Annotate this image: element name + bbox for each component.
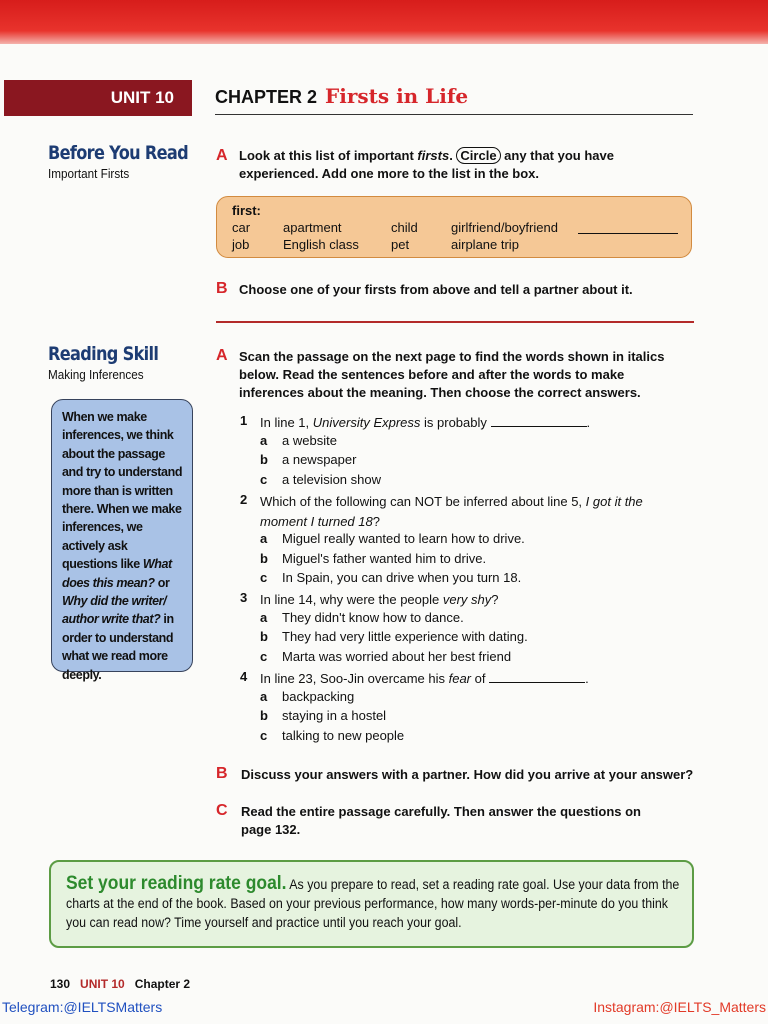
option-letter: b <box>260 708 268 723</box>
option-text[interactable]: Marta was worried about her best friend <box>282 649 512 664</box>
option-letter: b <box>260 629 268 644</box>
reading-a-instructions: Scan the passage on the next page to find the words shown in italics below. Read the sentences before and after the words to make inferences about the meaning. Then choose the correct answers. <box>239 349 665 400</box>
option-text[interactable]: a website <box>282 433 337 448</box>
option-letter: c <box>260 728 268 743</box>
reading-skill-subtitle: Making Inferences <box>48 367 144 382</box>
goal-text: As you prepare to read, set a reading rate goal. Use your data from the charts at the end of the book. Based on your previous performance, how many words-per-minute do you think you can read now? Time yourself and practice until you reach your goal. <box>66 877 680 930</box>
option-text[interactable]: Miguel's father wanted him to drive. <box>282 551 487 566</box>
option-text[interactable]: staying in a hostel <box>282 708 387 723</box>
question-2-text: Which of the following can NOT be inferred about line 5, I got it the moment I turned 18? <box>260 494 643 529</box>
option-letter: a <box>260 689 268 704</box>
first-item: job <box>232 237 250 252</box>
reading-skill-title: Reading Skill <box>48 343 159 365</box>
circle-word: Circle <box>456 147 500 164</box>
exercise-b-instructions: Choose one of your firsts from above and tell a partner about it. <box>239 282 633 297</box>
question-number: 3 <box>240 590 248 605</box>
option-text[interactable]: In Spain, you can drive when you turn 18. <box>282 570 522 585</box>
chapter-title: Firsts in Life <box>325 84 469 108</box>
top-color-band <box>0 0 768 44</box>
first-item: child <box>391 220 418 235</box>
option-text[interactable]: They had very little experience with dating. <box>282 629 528 644</box>
option-text[interactable]: backpacking <box>282 689 355 704</box>
option-letter: a <box>260 531 268 546</box>
goal-title: Set your reading rate goal. <box>66 873 287 894</box>
before-you-read-title: Before You Read <box>48 142 189 164</box>
chapter-label: CHAPTER 2 <box>215 87 318 107</box>
chapter-header <box>215 84 693 115</box>
question-number: 2 <box>240 492 248 507</box>
option-text[interactable]: a television show <box>282 472 381 487</box>
option-letter: a <box>260 433 268 448</box>
answer-blank[interactable] <box>491 426 587 427</box>
answer-blank[interactable] <box>489 682 585 683</box>
question-4-text: In line 23, Soo-Jin overcame his fear of . <box>260 671 589 686</box>
exercise-a-letter: A <box>216 147 228 164</box>
option-letter: c <box>260 472 268 487</box>
first-item: car <box>232 220 251 235</box>
blank-line[interactable] <box>578 219 678 234</box>
telegram-watermark[interactable]: Telegram:@IELTSMatters <box>2 999 163 1015</box>
reading-b-instructions: Discuss your answers with a partner. How did you arrive at your answer? <box>241 767 694 782</box>
instagram-watermark[interactable]: Instagram:@IELTS_Matters <box>593 999 766 1015</box>
question-number: 4 <box>240 669 248 684</box>
option-letter: a <box>260 610 268 625</box>
inference-tip-box: When we make inferences, we think about the passage and try to understand more than is written there. When we make inferences, we actively ask questions like What does this mean? or Why did the writer/ author write that? in order to understand what we read more deeply. <box>51 399 193 672</box>
firsts-label: first: <box>232 203 261 218</box>
reading-c-instructions: Read the entire passage carefully. Then answer the questions on page 132. <box>241 804 641 837</box>
option-letter: c <box>260 570 268 585</box>
exercise-b-letter: B <box>216 280 228 297</box>
section-divider <box>216 321 694 323</box>
option-letter: b <box>260 551 268 566</box>
question-number: 1 <box>240 413 248 428</box>
question-3-text: In line 14, why were the people very shy? <box>260 592 499 607</box>
exercise-a-instructions: Look at this list of important firsts. Circle any that you have experienced. Add one more to the list in the box. <box>239 148 614 181</box>
first-item: apartment <box>283 220 342 235</box>
first-item: girlfriend/boyfriend <box>451 220 558 235</box>
option-text[interactable]: talking to new people <box>282 728 405 743</box>
first-item: airplane trip <box>451 237 519 252</box>
option-text[interactable]: They didn't know how to dance. <box>282 610 464 625</box>
option-text[interactable]: Miguel really wanted to learn how to drive. <box>282 531 525 546</box>
option-letter: b <box>260 452 268 467</box>
reading-b-letter: B <box>216 765 228 782</box>
page-number: 130 <box>50 977 71 991</box>
unit-tab: UNIT 10 <box>4 80 192 116</box>
footer-chapter: Chapter 2 <box>134 977 191 991</box>
reading-a-letter: A <box>216 347 228 364</box>
option-letter: c <box>260 649 268 664</box>
reading-c-letter: C <box>216 802 228 819</box>
first-item: pet <box>391 237 410 252</box>
reading-rate-goal-box <box>49 860 694 948</box>
question-1-text: In line 1, University Express is probably . <box>260 415 591 430</box>
first-item: English class <box>283 237 359 252</box>
footer-unit: UNIT 10 <box>80 977 125 991</box>
firsts-box <box>216 196 692 258</box>
before-you-read-subtitle: Important Firsts <box>48 166 130 181</box>
option-text[interactable]: a newspaper <box>282 452 357 467</box>
page-footer <box>50 977 190 991</box>
